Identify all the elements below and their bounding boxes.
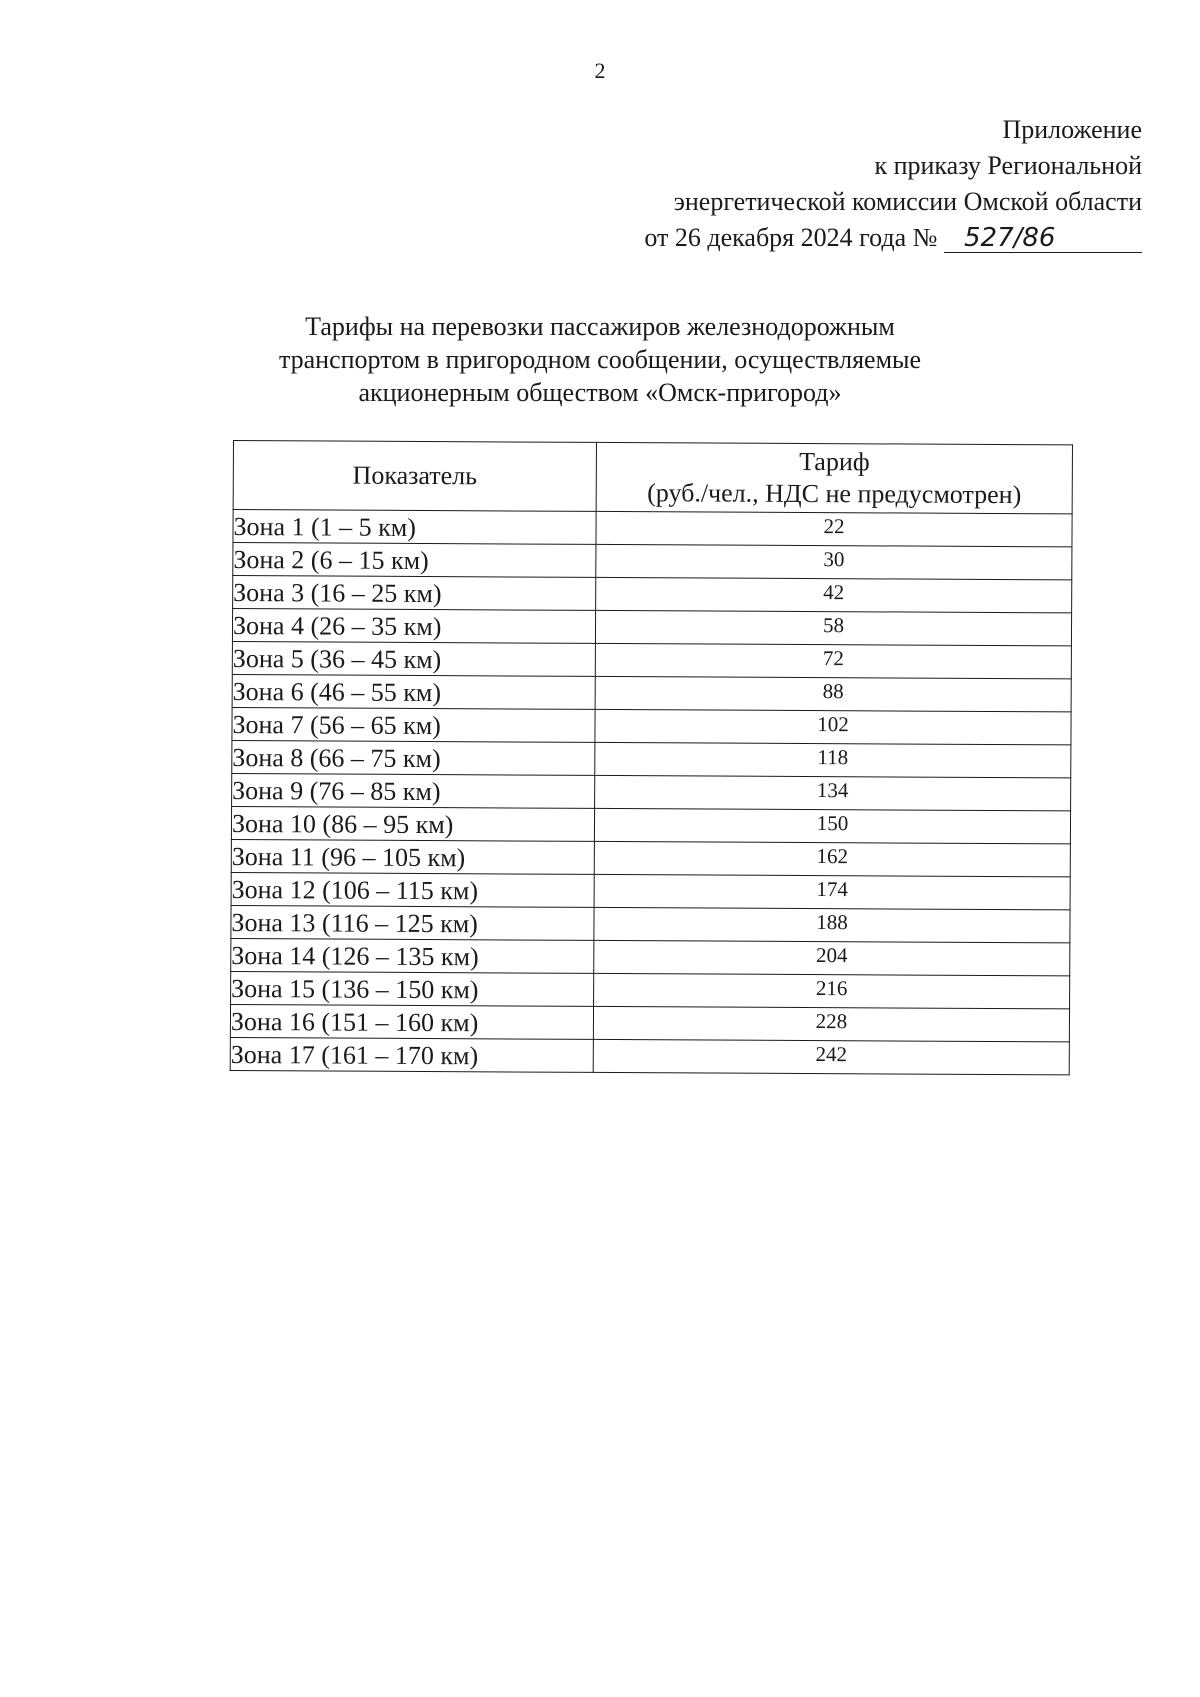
header-indicator: Показатель [233, 441, 596, 512]
table-row [231, 839, 1070, 876]
appendix-order-ref: к приказу Региональной [874, 151, 1142, 180]
tariff-value-cell: 242 [593, 1039, 1069, 1074]
tariff-value-cell: 134 [595, 775, 1071, 810]
order-number-handwritten: 527/86 [944, 224, 1142, 253]
zone-cell: Зона 4 (26 – 35 км) [232, 609, 595, 644]
zone-cell: Зона 11 (96 – 105 км) [231, 839, 594, 874]
tariff-value-cell: 204 [594, 940, 1070, 975]
appendix-date: от 26 декабря 2024 года № [644, 223, 938, 252]
table-row [232, 707, 1071, 744]
table-row [233, 543, 1072, 580]
table-row [230, 1037, 1069, 1074]
zone-cell: Зона 3 (16 – 25 км) [233, 576, 596, 611]
title-line-3: акционерным обществом «Омск-пригород» [358, 378, 842, 407]
tariff-value-cell: 228 [593, 1006, 1069, 1041]
zone-cell: Зона 10 (86 – 95 км) [231, 806, 594, 841]
tariff-value-cell: 58 [595, 610, 1071, 645]
appendix-commission: энергетической комиссии Омской области [673, 187, 1142, 216]
tariff-value-cell: 118 [595, 742, 1071, 777]
table-row [230, 1004, 1069, 1041]
zone-cell: Зона 6 (46 – 55 км) [232, 674, 595, 709]
zone-cell: Зона 9 (76 – 85 км) [232, 773, 595, 808]
zone-cell: Зона 5 (36 – 45 км) [232, 641, 595, 676]
tariff-value-cell: 88 [595, 676, 1071, 711]
table-row [233, 510, 1072, 547]
tariff-value-cell: 22 [596, 511, 1072, 546]
table-row [231, 872, 1070, 909]
zone-cell: Зона 12 (106 – 115 км) [231, 872, 594, 907]
header-tariff [596, 442, 1072, 513]
header-tariff-title: Тариф [799, 446, 870, 477]
document-title [0, 310, 1200, 409]
zone-cell: Зона 13 (116 – 125 км) [231, 905, 594, 940]
tariff-value-cell: 216 [594, 973, 1070, 1008]
table-row [231, 938, 1070, 975]
table-row [232, 609, 1071, 646]
zone-cell: Зона 14 (126 – 135 км) [231, 938, 594, 973]
zone-cell: Зона 2 (6 – 15 км) [233, 543, 596, 578]
table-row [231, 806, 1070, 843]
table-row [232, 674, 1071, 711]
tariff-value-cell: 72 [595, 643, 1071, 678]
appendix-title: Приложение [1002, 115, 1142, 144]
table-row [231, 905, 1070, 942]
title-line-2: транспортом в пригородном сообщении, осуществляемые [278, 345, 922, 374]
table-row [232, 641, 1071, 678]
zone-cell: Зона 15 (136 – 150 км) [231, 971, 594, 1006]
table-row [232, 740, 1071, 777]
table-row [231, 971, 1070, 1008]
table-body [230, 510, 1072, 1075]
zone-cell: Зона 1 (1 – 5 км) [233, 510, 596, 545]
tariff-value-cell: 162 [594, 841, 1070, 876]
tariff-value-cell: 150 [594, 808, 1070, 843]
tariff-value-cell: 102 [595, 709, 1071, 744]
table-header-row [233, 441, 1072, 514]
tariff-value-cell: 188 [594, 907, 1070, 942]
zone-cell: Зона 8 (66 – 75 км) [232, 740, 595, 775]
table-row [232, 773, 1071, 810]
title-line-1: Тарифы на перевозки пассажиров железнодорожным [305, 312, 895, 341]
zone-cell: Зона 7 (56 – 65 км) [232, 707, 595, 742]
table-row [233, 576, 1072, 613]
appendix-date-line [644, 220, 1142, 256]
page-number: 2 [594, 58, 606, 83]
header-tariff-units: (руб./чел., НДС не предусмотрен) [647, 478, 1022, 510]
tariff-table [230, 440, 1073, 1075]
tariff-value-cell: 42 [596, 577, 1072, 612]
zone-cell: Зона 16 (151 – 160 км) [230, 1004, 593, 1039]
zone-cell: Зона 17 (161 – 170 км) [230, 1037, 593, 1072]
appendix-header [644, 112, 1142, 256]
tariff-value-cell: 174 [594, 874, 1070, 909]
tariff-value-cell: 30 [596, 544, 1072, 579]
